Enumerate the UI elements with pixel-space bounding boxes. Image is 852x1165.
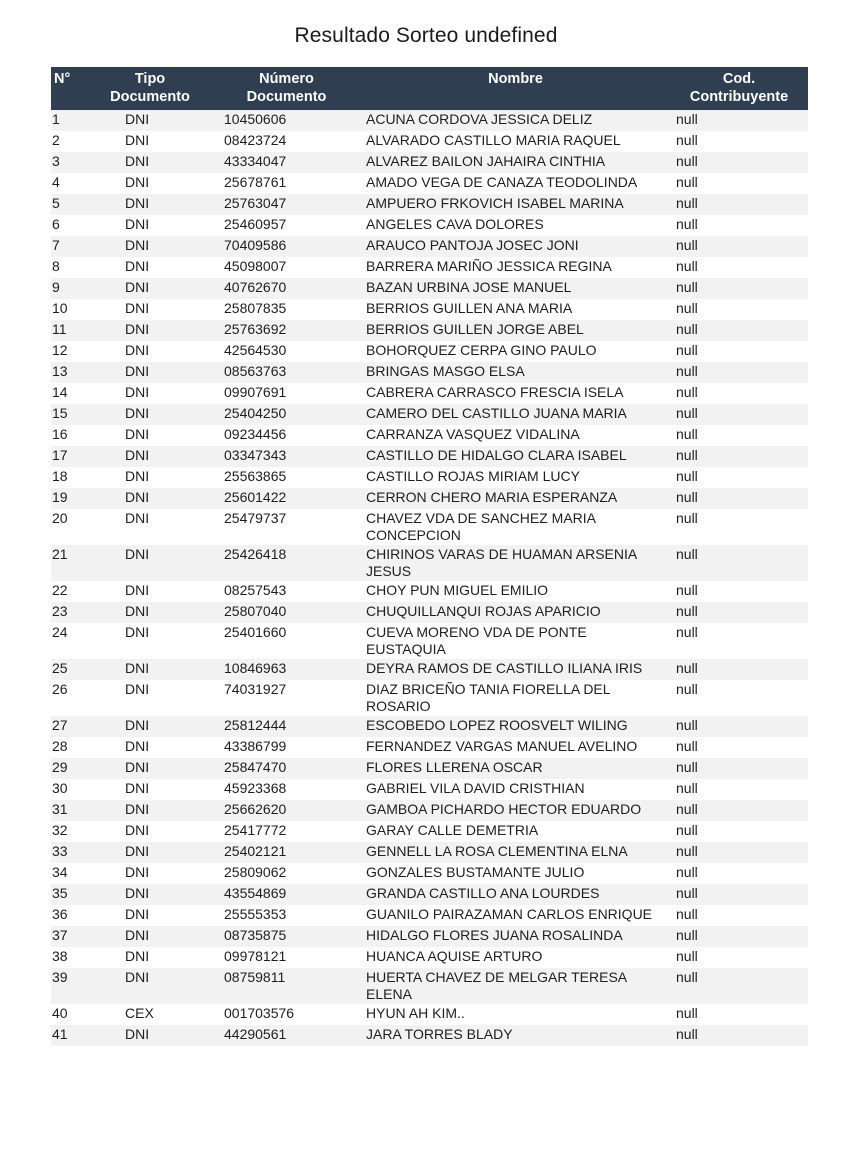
row-number: 17: [51, 446, 88, 467]
row-number: 37: [51, 926, 88, 947]
row-number: 24: [51, 623, 88, 659]
document-number-cell: 42564530: [212, 341, 361, 362]
taxpayer-code-cell: null: [670, 968, 808, 1004]
document-type-cell: DNI: [88, 488, 212, 509]
table-row: [51, 968, 808, 1004]
name-cell: GONZALES BUSTAMANTE JULIO: [361, 863, 670, 884]
row-number: 35: [51, 884, 88, 905]
document-number-cell: 25460957: [212, 215, 361, 236]
row-number: 12: [51, 341, 88, 362]
document-number-cell: 25807835: [212, 299, 361, 320]
document-number-cell: 25404250: [212, 404, 361, 425]
document-type-cell: DNI: [88, 299, 212, 320]
taxpayer-code-cell: null: [670, 800, 808, 821]
taxpayer-code-cell: null: [670, 659, 808, 680]
table-row: [51, 905, 808, 926]
taxpayer-code-cell: null: [670, 467, 808, 488]
table-row: [51, 716, 808, 737]
document-number-cell: 09978121: [212, 947, 361, 968]
taxpayer-code-cell: null: [670, 509, 808, 545]
header-taxpayer-code-line1: Cod.: [722, 71, 756, 87]
name-cell: CERRON CHERO MARIA ESPERANZA: [361, 488, 670, 509]
name-cell: GENNELL LA ROSA CLEMENTINA ELNA: [361, 842, 670, 863]
row-number: 8: [51, 257, 88, 278]
header-row: [51, 67, 808, 110]
document-type-cell: DNI: [88, 152, 212, 173]
table-row: [51, 842, 808, 863]
document-type-cell: DNI: [88, 863, 212, 884]
document-number-cell: 25417772: [212, 821, 361, 842]
name-cell: FLORES LLERENA OSCAR: [361, 758, 670, 779]
table-row: [51, 425, 808, 446]
header-number-label: N°: [54, 71, 71, 87]
table-row: [51, 362, 808, 383]
taxpayer-code-cell: null: [670, 173, 808, 194]
table-row: [51, 173, 808, 194]
name-cell: CHOY PUN MIGUEL EMILIO: [361, 581, 670, 602]
document-number-cell: 08257543: [212, 581, 361, 602]
header-taxpayer-code: [670, 67, 808, 110]
name-cell: BRINGAS MASGO ELSA: [361, 362, 670, 383]
name-cell: ACUNA CORDOVA JESSICA DELIZ: [361, 110, 670, 131]
document-type-cell: DNI: [88, 404, 212, 425]
row-number: 13: [51, 362, 88, 383]
taxpayer-code-cell: null: [670, 131, 808, 152]
name-cell: CABRERA CARRASCO FRESCIA ISELA: [361, 383, 670, 404]
row-number: 9: [51, 278, 88, 299]
document-type-cell: DNI: [88, 467, 212, 488]
document-number-cell: 43554869: [212, 884, 361, 905]
row-number: 38: [51, 947, 88, 968]
row-number: 7: [51, 236, 88, 257]
name-cell: CARRANZA VASQUEZ VIDALINA: [361, 425, 670, 446]
taxpayer-code-cell: null: [670, 884, 808, 905]
table-row: [51, 581, 808, 602]
table-row: [51, 737, 808, 758]
document-number-cell: 10450606: [212, 110, 361, 131]
document-type-cell: DNI: [88, 716, 212, 737]
row-number: 33: [51, 842, 88, 863]
document-type-cell: DNI: [88, 842, 212, 863]
table-row: [51, 110, 808, 131]
table-row: [51, 446, 808, 467]
name-cell: JARA TORRES BLADY: [361, 1025, 670, 1046]
document-type-cell: DNI: [88, 131, 212, 152]
row-number: 30: [51, 779, 88, 800]
table-row: [51, 884, 808, 905]
row-number: 21: [51, 545, 88, 581]
row-number: 6: [51, 215, 88, 236]
document-number-cell: 25809062: [212, 863, 361, 884]
document-type-cell: DNI: [88, 383, 212, 404]
document-number-cell: 25763047: [212, 194, 361, 215]
document-type-cell: DNI: [88, 905, 212, 926]
document-number-cell: 08735875: [212, 926, 361, 947]
document-type-cell: DNI: [88, 623, 212, 659]
name-cell: BERRIOS GUILLEN JORGE ABEL: [361, 320, 670, 341]
document-number-cell: 09234456: [212, 425, 361, 446]
row-number: 11: [51, 320, 88, 341]
taxpayer-code-cell: null: [670, 680, 808, 716]
document-type-cell: DNI: [88, 1025, 212, 1046]
name-cell: BAZAN URBINA JOSE MANUEL: [361, 278, 670, 299]
table-row: [51, 509, 808, 545]
document-type-cell: DNI: [88, 581, 212, 602]
table-row: [51, 299, 808, 320]
name-cell: BOHORQUEZ CERPA GINO PAULO: [361, 341, 670, 362]
table-row: [51, 383, 808, 404]
name-cell: GABRIEL VILA DAVID CRISTHIAN: [361, 779, 670, 800]
taxpayer-code-cell: null: [670, 905, 808, 926]
document-number-cell: 08563763: [212, 362, 361, 383]
table-row: [51, 1025, 808, 1046]
row-number: 40: [51, 1004, 88, 1025]
document-number-cell: 45098007: [212, 257, 361, 278]
document-number-cell: 25847470: [212, 758, 361, 779]
name-cell: DEYRA RAMOS DE CASTILLO ILIANA IRIS: [361, 659, 670, 680]
table-row: [51, 779, 808, 800]
header-taxpayer-code-line2: Contribuyente: [689, 89, 789, 105]
table-row: [51, 947, 808, 968]
taxpayer-code-cell: null: [670, 194, 808, 215]
table-row: [51, 659, 808, 680]
taxpayer-code-cell: null: [670, 779, 808, 800]
row-number: 2: [51, 131, 88, 152]
taxpayer-code-cell: null: [670, 236, 808, 257]
row-number: 23: [51, 602, 88, 623]
header-document-type-line2: Documento: [110, 89, 190, 105]
taxpayer-code-cell: null: [670, 1004, 808, 1025]
table-row: [51, 545, 808, 581]
results-table: [51, 67, 808, 1046]
header-document-type-line1: Tipo: [134, 71, 166, 87]
name-cell: CHAVEZ VDA DE SANCHEZ MARIA CONCEPCION: [361, 509, 670, 545]
taxpayer-code-cell: null: [670, 602, 808, 623]
document-type-cell: DNI: [88, 278, 212, 299]
document-type-cell: DNI: [88, 968, 212, 1004]
row-number: 25: [51, 659, 88, 680]
document-type-cell: DNI: [88, 926, 212, 947]
taxpayer-code-cell: null: [670, 404, 808, 425]
taxpayer-code-cell: null: [670, 737, 808, 758]
table-row: [51, 680, 808, 716]
row-number: 16: [51, 425, 88, 446]
taxpayer-code-cell: null: [670, 926, 808, 947]
document-type-cell: DNI: [88, 800, 212, 821]
taxpayer-code-cell: null: [670, 362, 808, 383]
document-type-cell: DNI: [88, 779, 212, 800]
name-cell: HUANCA AQUISE ARTURO: [361, 947, 670, 968]
row-number: 27: [51, 716, 88, 737]
header-number: [51, 67, 88, 110]
taxpayer-code-cell: null: [670, 863, 808, 884]
document-number-cell: 70409586: [212, 236, 361, 257]
name-cell: ALVARADO CASTILLO MARIA RAQUEL: [361, 131, 670, 152]
document-type-cell: DNI: [88, 602, 212, 623]
row-number: 32: [51, 821, 88, 842]
name-cell: BERRIOS GUILLEN ANA MARIA: [361, 299, 670, 320]
table-row: [51, 341, 808, 362]
table-row: [51, 623, 808, 659]
document-type-cell: DNI: [88, 737, 212, 758]
document-type-cell: DNI: [88, 173, 212, 194]
row-number: 14: [51, 383, 88, 404]
document-type-cell: DNI: [88, 680, 212, 716]
document-type-cell: DNI: [88, 194, 212, 215]
taxpayer-code-cell: null: [670, 716, 808, 737]
row-number: 20: [51, 509, 88, 545]
table-row: [51, 467, 808, 488]
taxpayer-code-cell: null: [670, 1025, 808, 1046]
row-number: 3: [51, 152, 88, 173]
table-row: [51, 215, 808, 236]
table-row: [51, 800, 808, 821]
document-number-cell: 25401660: [212, 623, 361, 659]
name-cell: CHIRINOS VARAS DE HUAMAN ARSENIA JESUS: [361, 545, 670, 581]
name-cell: ARAUCO PANTOJA JOSEC JONI: [361, 236, 670, 257]
name-cell: CUEVA MORENO VDA DE PONTE EUSTAQUIA: [361, 623, 670, 659]
taxpayer-code-cell: null: [670, 581, 808, 602]
taxpayer-code-cell: null: [670, 545, 808, 581]
taxpayer-code-cell: null: [670, 821, 808, 842]
document-number-cell: 09907691: [212, 383, 361, 404]
document-type-cell: DNI: [88, 545, 212, 581]
document-number-cell: 10846963: [212, 659, 361, 680]
taxpayer-code-cell: null: [670, 623, 808, 659]
document-number-cell: 25678761: [212, 173, 361, 194]
name-cell: DIAZ BRICEÑO TANIA FIORELLA DEL ROSARIO: [361, 680, 670, 716]
document-type-cell: DNI: [88, 659, 212, 680]
name-cell: GRANDA CASTILLO ANA LOURDES: [361, 884, 670, 905]
document-number-cell: 25807040: [212, 602, 361, 623]
name-cell: ESCOBEDO LOPEZ ROOSVELT WILING: [361, 716, 670, 737]
table-row: [51, 758, 808, 779]
row-number: 36: [51, 905, 88, 926]
name-cell: ANGELES CAVA DOLORES: [361, 215, 670, 236]
document-type-cell: DNI: [88, 821, 212, 842]
name-cell: AMADO VEGA DE CANAZA TEODOLINDA: [361, 173, 670, 194]
header-name: [361, 67, 670, 110]
row-number: 10: [51, 299, 88, 320]
table-row: [51, 602, 808, 623]
row-number: 26: [51, 680, 88, 716]
document-number-cell: 25662620: [212, 800, 361, 821]
table-row: [51, 152, 808, 173]
document-number-cell: 25426418: [212, 545, 361, 581]
taxpayer-code-cell: null: [670, 425, 808, 446]
document-type-cell: DNI: [88, 758, 212, 779]
row-number: 29: [51, 758, 88, 779]
row-number: 5: [51, 194, 88, 215]
name-cell: BARRERA MARIÑO JESSICA REGINA: [361, 257, 670, 278]
document-type-cell: CEX: [88, 1004, 212, 1025]
name-cell: CHUQUILLANQUI ROJAS APARICIO: [361, 602, 670, 623]
document-number-cell: 03347343: [212, 446, 361, 467]
taxpayer-code-cell: null: [670, 320, 808, 341]
header-document-number: [212, 67, 361, 110]
row-number: 34: [51, 863, 88, 884]
document-type-cell: DNI: [88, 341, 212, 362]
table-row: [51, 488, 808, 509]
document-number-cell: 001703576: [212, 1004, 361, 1025]
table-row: [51, 821, 808, 842]
document-number-cell: 25763692: [212, 320, 361, 341]
taxpayer-code-cell: null: [670, 842, 808, 863]
name-cell: FERNANDEZ VARGAS MANUEL AVELINO: [361, 737, 670, 758]
document-number-cell: 40762670: [212, 278, 361, 299]
name-cell: AMPUERO FRKOVICH ISABEL MARINA: [361, 194, 670, 215]
document-number-cell: 25555353: [212, 905, 361, 926]
name-cell: ALVAREZ BAILON JAHAIRA CINTHIA: [361, 152, 670, 173]
document-type-cell: DNI: [88, 110, 212, 131]
table-row: [51, 863, 808, 884]
taxpayer-code-cell: null: [670, 947, 808, 968]
taxpayer-code-cell: null: [670, 383, 808, 404]
table-row: [51, 1004, 808, 1025]
name-cell: HYUN AH KIM..: [361, 1004, 670, 1025]
document-type-cell: DNI: [88, 215, 212, 236]
document-type-cell: DNI: [88, 947, 212, 968]
row-number: 18: [51, 467, 88, 488]
document-number-cell: 08759811: [212, 968, 361, 1004]
document-number-cell: 74031927: [212, 680, 361, 716]
document-type-cell: DNI: [88, 884, 212, 905]
name-cell: HUERTA CHAVEZ DE MELGAR TERESA ELENA: [361, 968, 670, 1004]
document-type-cell: DNI: [88, 509, 212, 545]
taxpayer-code-cell: null: [670, 758, 808, 779]
row-number: 19: [51, 488, 88, 509]
taxpayer-code-cell: null: [670, 299, 808, 320]
document-type-cell: DNI: [88, 257, 212, 278]
document-number-cell: 25402121: [212, 842, 361, 863]
table-row: [51, 320, 808, 341]
document-number-cell: 25812444: [212, 716, 361, 737]
name-cell: CASTILLO DE HIDALGO CLARA ISABEL: [361, 446, 670, 467]
name-cell: CAMERO DEL CASTILLO JUANA MARIA: [361, 404, 670, 425]
document-number-cell: 08423724: [212, 131, 361, 152]
taxpayer-code-cell: null: [670, 257, 808, 278]
document-number-cell: 25479737: [212, 509, 361, 545]
document-number-cell: 43334047: [212, 152, 361, 173]
row-number: 41: [51, 1025, 88, 1046]
header-name-label: Nombre: [488, 71, 543, 87]
document-type-cell: DNI: [88, 320, 212, 341]
row-number: 15: [51, 404, 88, 425]
row-number: 28: [51, 737, 88, 758]
name-cell: HIDALGO FLORES JUANA ROSALINDA: [361, 926, 670, 947]
document-number-cell: 45923368: [212, 779, 361, 800]
row-number: 31: [51, 800, 88, 821]
taxpayer-code-cell: null: [670, 446, 808, 467]
header-document-number-line2: Documento: [246, 89, 327, 105]
table-body: [51, 110, 808, 1046]
document-number-cell: 44290561: [212, 1025, 361, 1046]
document-number-cell: 25563865: [212, 467, 361, 488]
name-cell: CASTILLO ROJAS MIRIAM LUCY: [361, 467, 670, 488]
document-type-cell: DNI: [88, 425, 212, 446]
row-number: 39: [51, 968, 88, 1004]
row-number: 22: [51, 581, 88, 602]
name-cell: GAMBOA PICHARDO HECTOR EDUARDO: [361, 800, 670, 821]
taxpayer-code-cell: null: [670, 341, 808, 362]
taxpayer-code-cell: null: [670, 215, 808, 236]
table-row: [51, 131, 808, 152]
taxpayer-code-cell: null: [670, 152, 808, 173]
taxpayer-code-cell: null: [670, 110, 808, 131]
header-document-type: [88, 67, 212, 110]
taxpayer-code-cell: null: [670, 488, 808, 509]
table-row: [51, 926, 808, 947]
document-type-cell: DNI: [88, 362, 212, 383]
row-number: 1: [51, 110, 88, 131]
name-cell: GUANILO PAIRAZAMAN CARLOS ENRIQUE: [361, 905, 670, 926]
taxpayer-code-cell: null: [670, 278, 808, 299]
row-number: 4: [51, 173, 88, 194]
table-header: [51, 67, 808, 110]
header-document-number-line1: Número: [259, 71, 314, 87]
document-number-cell: 25601422: [212, 488, 361, 509]
document-type-cell: DNI: [88, 446, 212, 467]
table-row: [51, 194, 808, 215]
table-row: [51, 257, 808, 278]
document-type-cell: DNI: [88, 236, 212, 257]
table-row: [51, 278, 808, 299]
name-cell: GARAY CALLE DEMETRIA: [361, 821, 670, 842]
table-row: [51, 404, 808, 425]
page-title: Resultado Sorteo undefined: [294, 24, 558, 47]
table-row: [51, 236, 808, 257]
document-number-cell: 43386799: [212, 737, 361, 758]
